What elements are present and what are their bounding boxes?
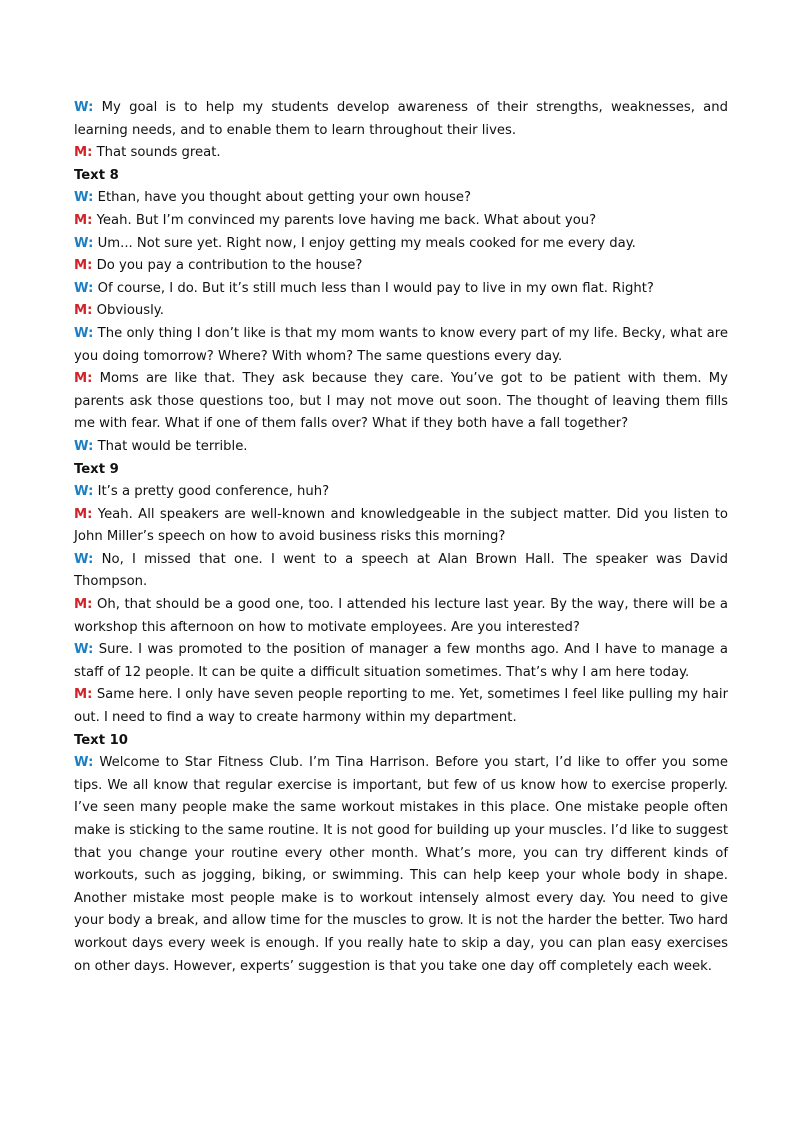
speaker-label-w: W:	[74, 484, 94, 500]
line-text: That would be terrible.	[97, 438, 248, 454]
line-text: Same here. I only have seven people reporting to me. Yet, sometimes I feel like pulling my hair out. I need to find a way to create harmony within my department.	[74, 687, 728, 726]
dialogue-line	[74, 278, 728, 301]
speaker-label-w: W:	[74, 190, 94, 206]
transcript-page	[74, 97, 728, 978]
line-text: Ethan, have you thought about getting your own house?	[97, 190, 471, 206]
speaker-label-m: M:	[74, 597, 93, 613]
dialogue-line	[74, 300, 728, 323]
dialogue-line	[74, 233, 728, 256]
dialogue-line	[74, 504, 728, 549]
speaker-label-w: W:	[74, 280, 94, 296]
dialogue-line	[74, 142, 728, 165]
speaker-label-m: M:	[74, 371, 93, 387]
dialogue-line	[74, 436, 728, 459]
line-text: Yeah. But I’m convinced my parents love having me back. What about you?	[96, 212, 597, 228]
line-text: Welcome to Star Fitness Club. I’m Tina Harrison. Before you start, I’d like to offer you some tips. We all know that regular exercise is important, but few of us know how to exercise properly. I’ve seen many people make the same workout mistakes in this place. One mistake people often make is sticking to the same routine. It is not good for building up your muscles. I’d like to suggest that you change your routine every other month. What’s more, you can try different kinds of workouts, such as jogging, biking, or swimming. This can help keep your whole body in shape. Another mistake most people make is to workout intensely almost every day. You need to give your body a break, and allow time for the muscles to grow. It is not the harder the better. Two hard workout days every week is enough. If you really hate to skip a day, you can plan easy exercises on other days. However, experts’ suggestion is that you take one day off completely each week.	[74, 755, 728, 974]
dialogue-line	[74, 594, 728, 639]
speaker-label-w: W:	[74, 325, 94, 341]
speaker-label-w: W:	[74, 551, 94, 567]
speaker-label-m: M:	[74, 303, 93, 319]
speaker-label-m: M:	[74, 258, 93, 274]
speaker-label-m: M:	[74, 212, 93, 228]
dialogue-line	[74, 549, 728, 594]
dialogue-line	[74, 481, 728, 504]
speaker-label-w: W:	[74, 642, 94, 658]
line-text: Of course, I do. But it’s still much less than I would pay to live in my own flat. Right?	[97, 280, 654, 296]
speaker-label-w: W:	[74, 755, 94, 771]
speaker-label-m: M:	[74, 145, 93, 161]
line-text: No, I missed that one. I went to a speech at Alan Brown Hall. The speaker was David Thompson.	[74, 551, 728, 590]
dialogue-line	[74, 97, 728, 142]
speaker-label-m: M:	[74, 687, 93, 703]
dialogue-line	[74, 255, 728, 278]
line-text: Obviously.	[96, 303, 164, 319]
section-heading-text-10: Text 10	[74, 732, 128, 748]
speaker-label-m: M:	[74, 506, 93, 522]
line-text: The only thing I don’t like is that my mom wants to know every part of my life. Becky, what are you doing tomorrow? Where? With whom? The same questions every day.	[74, 325, 728, 364]
section-heading-text-8: Text 8	[74, 167, 119, 183]
speaker-label-w: W:	[74, 235, 94, 251]
dialogue-line	[74, 187, 728, 210]
line-text: Sure. I was promoted to the position of manager a few months ago. And I have to manage a staff of 12 people. It can be quite a difficult situation sometimes. That’s why I am here today.	[74, 642, 728, 680]
dialogue-line	[74, 368, 728, 436]
line-text: Um... Not sure yet. Right now, I enjoy getting my meals cooked for me every day.	[97, 235, 636, 251]
dialogue-line	[74, 210, 728, 233]
line-text: It’s a pretty good conference, huh?	[97, 484, 330, 500]
line-text: That sounds great.	[96, 145, 221, 161]
line-text: Moms are like that. They ask because they care. You’ve got to be patient with them. My parents ask those questions too, but I may not move out soon. The thought of leaving them fills me with fear. What if one of them falls over? What if they both have a fall together?	[74, 371, 728, 432]
line-text: My goal is to help my students develop awareness of their strengths, weaknesses, and learning needs, and to enable them to learn throughout their lives.	[74, 100, 728, 138]
speaker-label-w: W:	[74, 100, 94, 115]
line-text: Oh, that should be a good one, too. I attended his lecture last year. By the way, there will be a workshop this afternoon on how to motivate employees. Are you interested?	[74, 597, 728, 635]
section-heading-text-9: Text 9	[74, 461, 119, 477]
dialogue-line	[74, 684, 728, 729]
dialogue-line	[74, 323, 728, 368]
dialogue-line	[74, 639, 728, 684]
monologue-paragraph	[74, 752, 728, 978]
speaker-label-w: W:	[74, 438, 94, 454]
line-text: Yeah. All speakers are well-known and knowledgeable in the subject matter. Did you listen to John Miller’s speech on how to avoid business risks this morning?	[74, 506, 728, 545]
line-text: Do you pay a contribution to the house?	[96, 258, 363, 274]
